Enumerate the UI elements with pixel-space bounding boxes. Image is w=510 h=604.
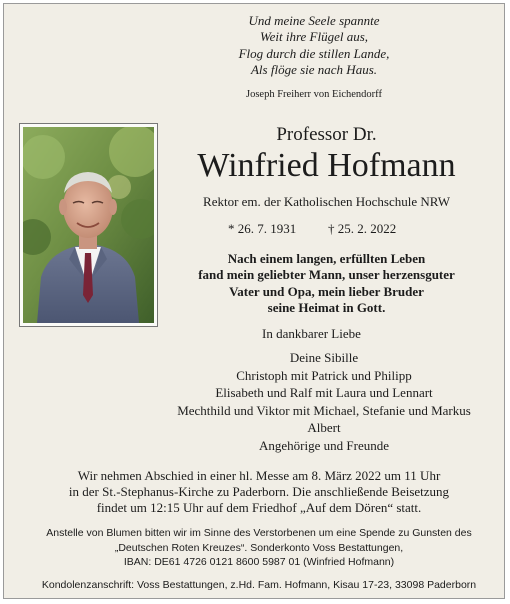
portrait-photo (19, 123, 158, 327)
funeral-details (14, 468, 504, 516)
deceased-role: Rektor em. der Katholischen Hochschule NRW (203, 194, 450, 209)
poem-line: Und meine Seele spannte (248, 13, 380, 28)
death-date: † 25. 2. 2022 (328, 221, 397, 236)
donation-line: IBAN: DE61 4726 0121 8600 5987 01 (Winfried Hofmann) (123, 556, 395, 569)
donation-line: Anstelle von Blumen bitten wir im Sinne des Verstorbenen um eine Spende zu Gunsten des (46, 527, 472, 539)
mourners-list (139, 349, 509, 455)
donation-line: „Deutschen Roten Kreuzes“. Sonderkonto Voss Bestattungen, (114, 541, 404, 554)
obituary-card (3, 3, 505, 599)
poem-line: Als flöge sie nach Haus. (250, 61, 377, 77)
mourner-line: Christoph mit Patrick und Philipp (236, 367, 412, 383)
birth-date: * 26. 7. 1931 (228, 221, 297, 236)
mourner-line: Elisabeth und Ralf mit Laura und Lennart (215, 385, 433, 401)
deceased-title: Professor Dr. (276, 124, 377, 145)
mourner-line: Angehörige und Freunde (259, 437, 389, 453)
mourners-intro: In dankbarer Liebe (262, 326, 361, 341)
message-line: Nach einem langen, erfüllten Leben (227, 251, 426, 266)
message-line: seine Heimat in Gott. (267, 299, 386, 315)
mourner-line: Mechthild und Viktor mit Michael, Stefanie und Markus (177, 402, 471, 418)
mourner-line: Albert (307, 420, 341, 436)
funeral-line: findet um 12:15 Uhr auf dem Friedhof „Auf dem Dören“ statt. (96, 500, 422, 515)
message-line: fand mein geliebter Mann, unser herzensguter (198, 267, 455, 283)
obituary-message (159, 251, 494, 316)
donation-notice (14, 526, 504, 570)
deceased-name: Winfried Hofmann (197, 147, 456, 184)
poem-line: Weit ihre Flügel aus, (259, 29, 369, 45)
condolence-address: Kondolenzanschrift: Voss Bestattungen, z.Hd. Fam. Hofmann, Kisau 17-23, 33098 Paderborn (41, 579, 477, 591)
funeral-line: Wir nehmen Abschied in einer hl. Messe am 8. März 2022 um 11 Uhr (77, 468, 441, 483)
mourner-line: Deine Sibille (289, 350, 359, 365)
poem (204, 13, 424, 78)
message-line: Vater und Opa, mein lieber Bruder (229, 283, 424, 299)
poem-line: Flog durch die stillen Lande, (238, 45, 390, 61)
funeral-line: in der St.-Stephanus-Kirche zu Paderborn. Die anschließende Beisetzung (68, 484, 450, 499)
poem-author: Joseph Freiherr von Eichendorff (246, 89, 382, 100)
